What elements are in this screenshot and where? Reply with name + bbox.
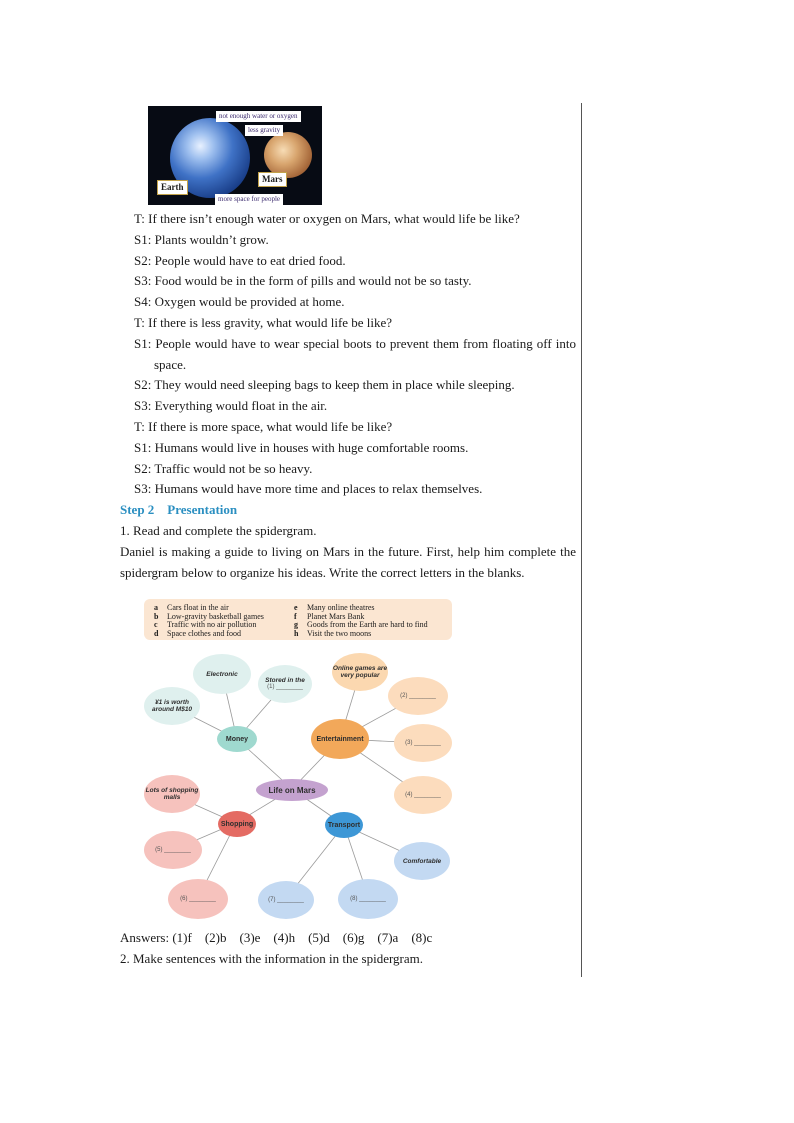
dialog-line: S2: They would need sleeping bags to keep them in place while sleeping. — [134, 377, 515, 393]
spidergram — [144, 599, 454, 926]
dialog-line: S3: Humans would have more time and places to relax themselves. — [134, 481, 483, 497]
answers: Answers: (1)f (2)b (3)e (4)h (5)d (6)g (7)a (8)c — [120, 930, 433, 946]
key-item: h Visit the two moons — [294, 628, 372, 638]
key-item: d Space clothes and food — [154, 628, 241, 638]
key-item: a Cars float in the air — [154, 603, 229, 613]
shopping-bubble: Shopping — [218, 811, 256, 837]
blank-4-bubble: (4) ________ — [394, 776, 452, 814]
dialog-line: S1: Plants wouldn’t grow. — [134, 231, 269, 247]
dialog-line: S3: Everything would float in the air. — [134, 398, 328, 414]
electronic-bubble: Electronic — [193, 654, 251, 694]
dialog-line: T: If there isn’t enough water or oxygen on Mars, what would life be like? — [134, 211, 520, 226]
key-item: g Goods from the Earth are hard to find — [294, 620, 428, 630]
money-bubble: Money — [217, 726, 257, 752]
blank-2-bubble: (2) ________ — [388, 677, 448, 715]
online-bubble: Online games are very popular — [332, 653, 388, 691]
blank-7-bubble: (7) ________ — [258, 881, 314, 919]
key-item: f Planet Mars Bank — [294, 611, 365, 621]
transport-bubble: Transport — [325, 812, 363, 838]
comfortable-bubble: Comfortable — [394, 842, 450, 880]
task-1: 1. Read and complete the spidergram. — [120, 522, 317, 538]
dialog-line: T: If there is less gravity, what would life be like? — [134, 314, 393, 330]
dialog — [120, 209, 576, 500]
column-divider — [581, 103, 582, 977]
dialog-line: S4: Oxygen would be provided at home. — [134, 294, 345, 310]
stored-bubble: Stored in the (1) ________ — [258, 665, 312, 703]
lesson-content — [120, 106, 576, 970]
dialog-line: T: If there is more space, what would life be like? — [134, 418, 393, 434]
step-heading: Step 2 Presentation — [120, 502, 238, 518]
earth-mars-picture — [148, 106, 322, 205]
blank-5-bubble: (5) ________ — [144, 831, 202, 869]
task-intro: Daniel is making a guide to living on Mars in the future. First, help him complete the spidergram below to organize his ideas. Write the correct letters in the blanks. — [120, 543, 576, 580]
label-space: more space for people — [215, 194, 283, 205]
dialog-line: S2: People would have to eat dried food. — [134, 252, 346, 268]
worth-bubble: ¥1 is worth around M$10 — [144, 687, 200, 725]
dialog-line: S3: Food would be in the form of pills and would not be so tasty. — [134, 273, 472, 289]
center-bubble: Life on Mars — [256, 779, 328, 801]
dialog-line: S2: Traffic would not be so heavy. — [134, 460, 313, 476]
blank-6-bubble: (6) ________ — [168, 879, 228, 919]
key-item: b Low-gravity basketball games — [154, 611, 264, 621]
dialog-line: S1: People would have to wear special boots to prevent them from floating off into space. — [134, 335, 576, 372]
task-2: 2. Make sentences with the information in the spidergram. — [120, 951, 424, 967]
malls-bubble: Lots of shopping malls — [144, 775, 200, 813]
entertainment-bubble: Entertainment — [311, 719, 369, 759]
dialog-line: S1: Humans would live in houses with huge comfortable rooms. — [134, 439, 469, 455]
label-water: not enough water or oxygen — [216, 111, 301, 122]
blank-8-bubble: (8) ________ — [338, 879, 398, 919]
label-mars: Mars — [258, 172, 287, 187]
key-item: c Traffic with no air pollution — [154, 620, 257, 630]
key-item: e Many online theatres — [294, 603, 375, 613]
blank-3-bubble: (3) ________ — [394, 724, 452, 762]
label-gravity: less gravity — [245, 125, 283, 136]
label-earth: Earth — [157, 180, 188, 195]
